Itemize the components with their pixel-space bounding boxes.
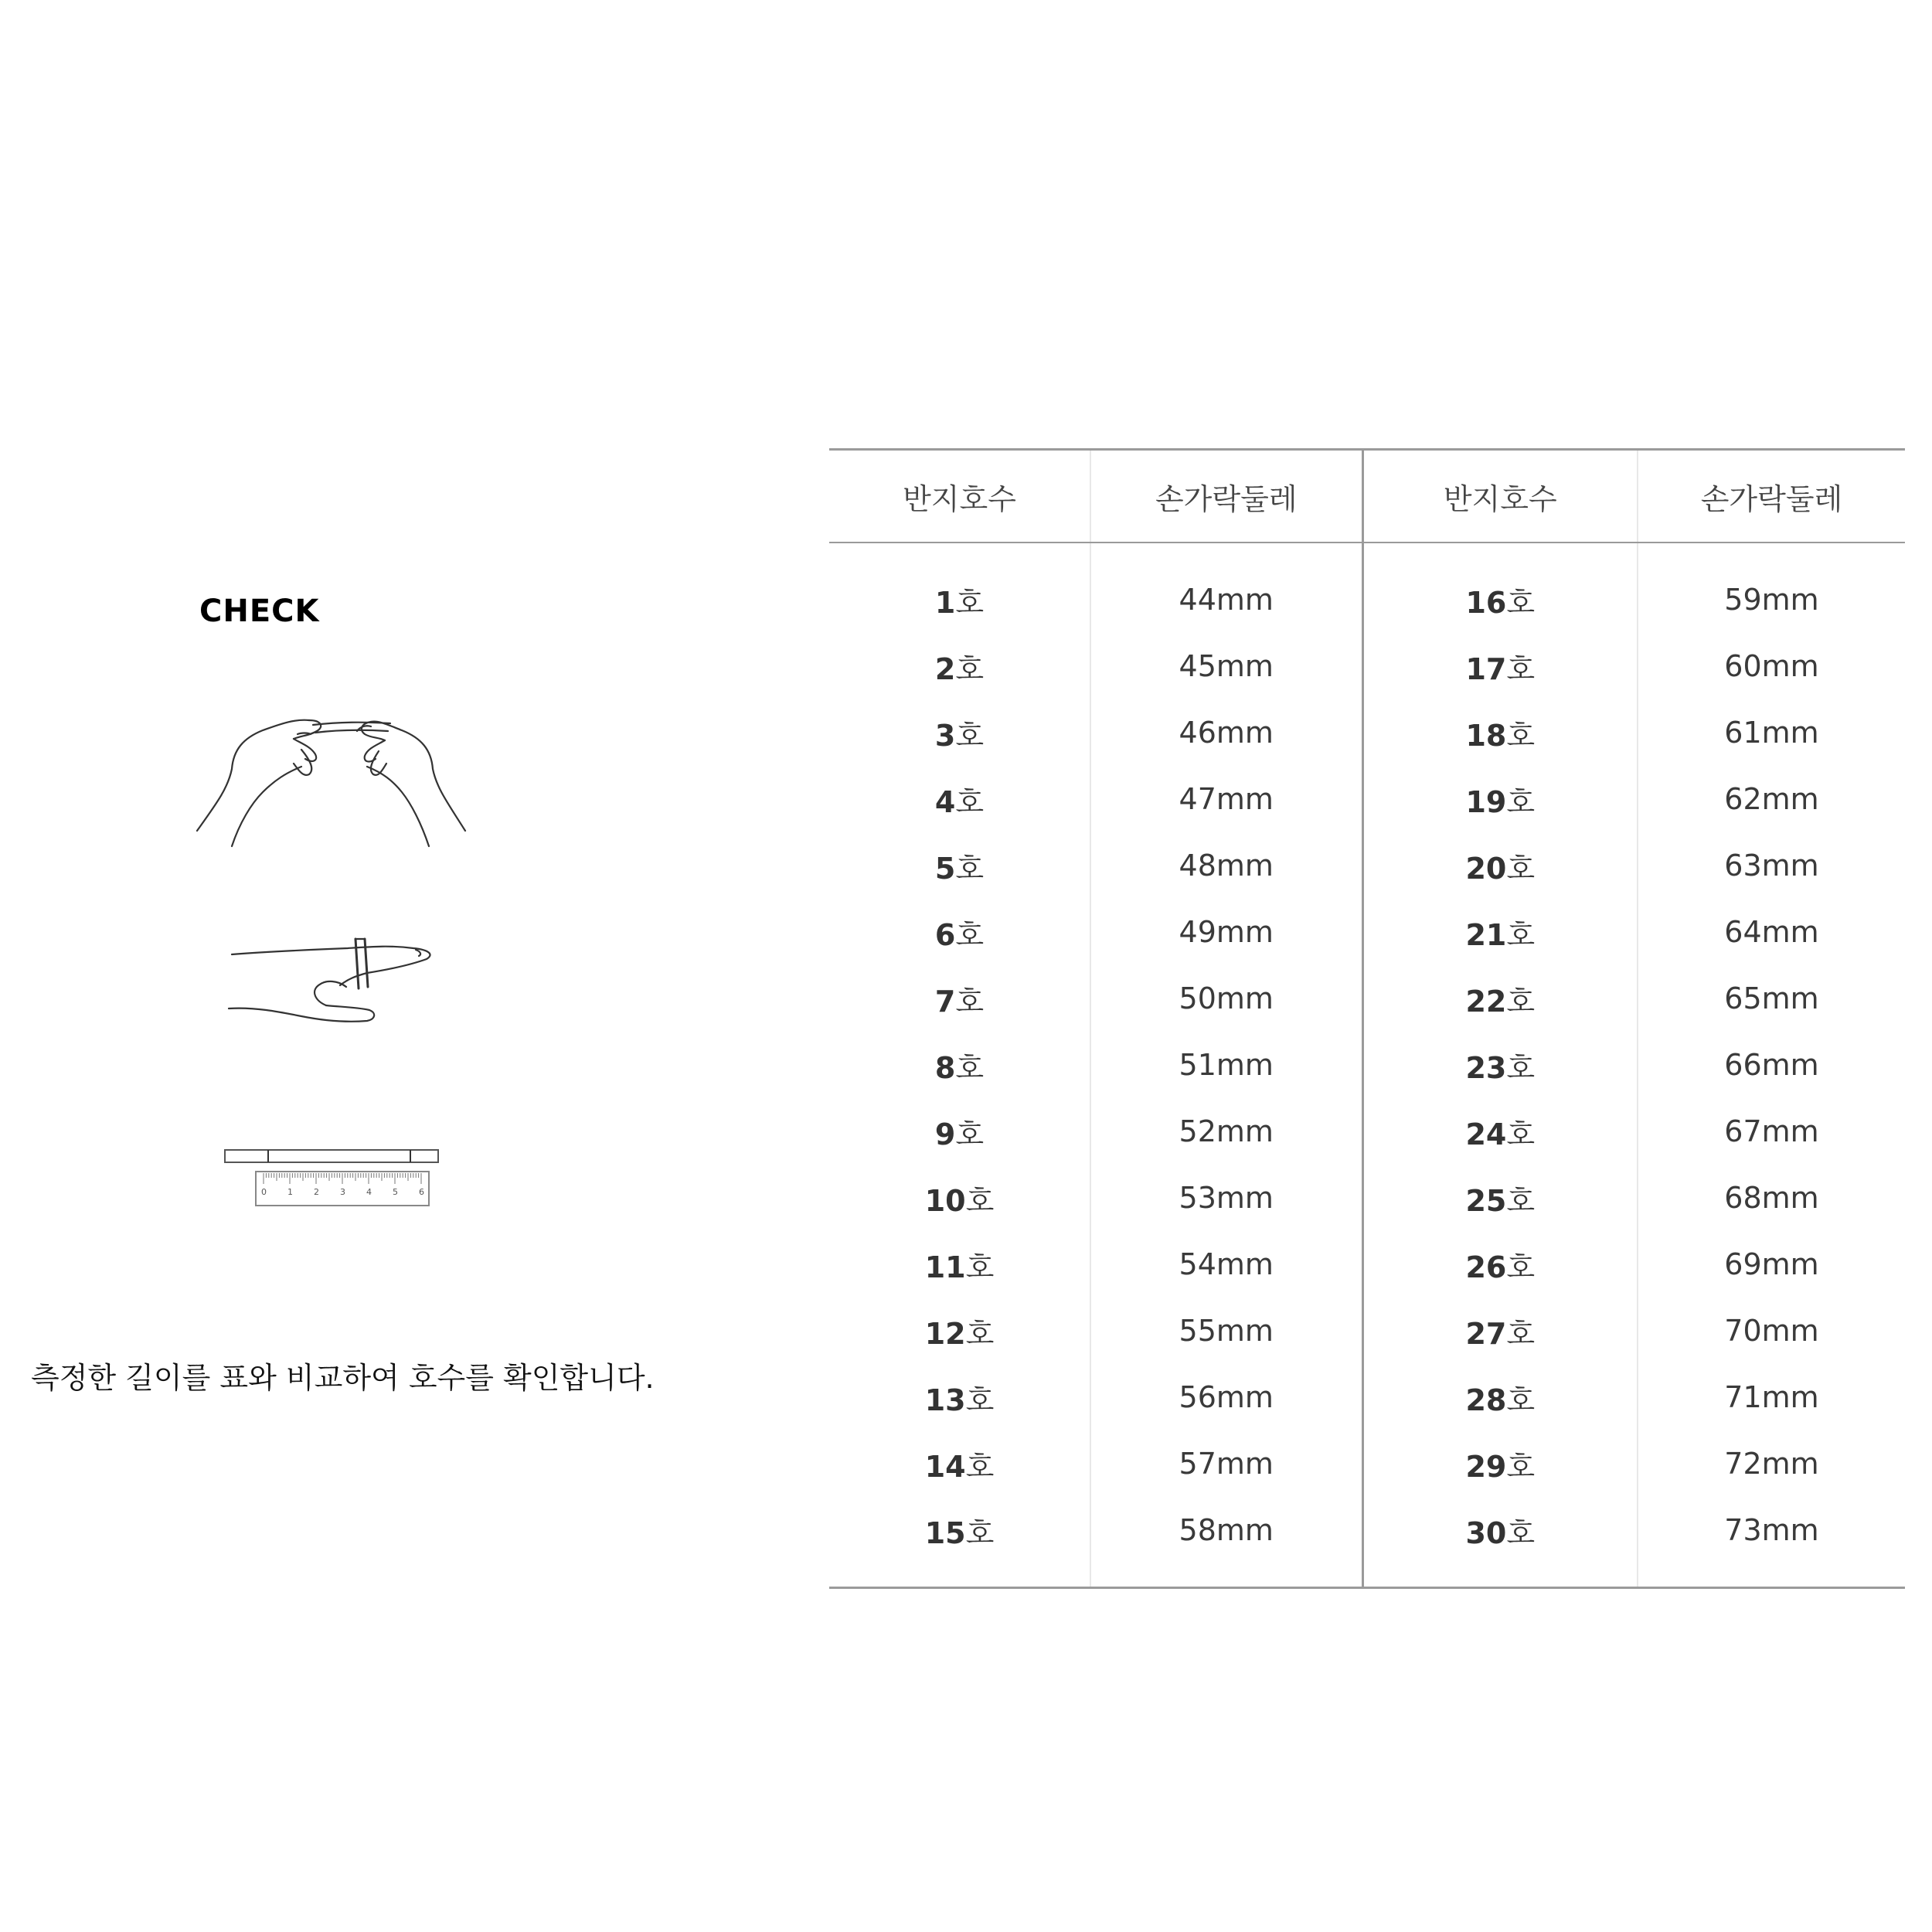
circumference-cell bbox=[1090, 1165, 1362, 1231]
size-suffix: 호 bbox=[1506, 718, 1536, 753]
circumference-value: 64mm bbox=[1724, 915, 1819, 949]
ring-size-cell bbox=[829, 832, 1090, 899]
circumference-cell bbox=[1090, 1497, 1362, 1588]
ring-size-number: 1 bbox=[934, 585, 956, 620]
size-suffix: 호 bbox=[1506, 1183, 1536, 1218]
ring-size-number: 12 bbox=[924, 1316, 966, 1351]
ring-size-cell bbox=[829, 1430, 1090, 1497]
ring-size-cell bbox=[1362, 699, 1638, 766]
ring-size-cell bbox=[829, 965, 1090, 1032]
circumference-cell bbox=[1090, 543, 1362, 633]
ring-size-cell bbox=[829, 899, 1090, 965]
table-row bbox=[829, 1165, 1905, 1231]
ring-size-number: 27 bbox=[1465, 1316, 1507, 1351]
size-suffix: 호 bbox=[955, 917, 985, 952]
ring-size-cell bbox=[1362, 1165, 1638, 1231]
ring-size-number: 10 bbox=[924, 1183, 966, 1218]
ring-size-number: 7 bbox=[934, 984, 956, 1019]
size-suffix: 호 bbox=[955, 851, 985, 886]
ring-size-cell bbox=[829, 1364, 1090, 1430]
ring-size-number: 17 bbox=[1465, 651, 1507, 686]
circumference-value: 65mm bbox=[1724, 981, 1819, 1015]
size-suffix: 호 bbox=[1506, 1383, 1536, 1417]
ring-size-number: 22 bbox=[1465, 984, 1507, 1019]
ring-size-cell bbox=[1362, 965, 1638, 1032]
circumference-value: 66mm bbox=[1724, 1048, 1819, 1082]
size-suffix: 호 bbox=[1506, 784, 1536, 819]
check-title: CHECK bbox=[199, 594, 320, 629]
ring-size-number: 21 bbox=[1465, 917, 1507, 952]
ring-size-cell bbox=[829, 1098, 1090, 1165]
ring-size-cell bbox=[1362, 543, 1638, 633]
ruler-number: 3 bbox=[340, 1187, 345, 1197]
table-row bbox=[829, 699, 1905, 766]
circumference-cell bbox=[1090, 1231, 1362, 1298]
size-suffix: 호 bbox=[955, 1050, 985, 1085]
circumference-value: 71mm bbox=[1724, 1380, 1819, 1414]
size-suffix: 호 bbox=[1506, 1250, 1536, 1284]
ring-size-cell bbox=[1362, 1364, 1638, 1430]
circumference-cell bbox=[1638, 1364, 1905, 1430]
table-row bbox=[829, 899, 1905, 965]
ring-size-number: 3 bbox=[934, 718, 956, 753]
circumference-cell bbox=[1638, 899, 1905, 965]
ring-size-cell bbox=[1362, 1032, 1638, 1098]
circumference-value: 53mm bbox=[1179, 1181, 1274, 1215]
ring-size-cell bbox=[1362, 1497, 1638, 1588]
circumference-cell bbox=[1638, 1497, 1905, 1588]
ring-size-cell bbox=[1362, 766, 1638, 832]
hands-measuring-icon bbox=[185, 696, 479, 850]
ruler-icon bbox=[220, 1144, 444, 1221]
ring-size-number: 15 bbox=[924, 1515, 966, 1550]
ring-size-number: 8 bbox=[934, 1050, 956, 1085]
ruler-number: 1 bbox=[287, 1187, 293, 1197]
ring-size-cell bbox=[829, 1165, 1090, 1231]
size-suffix: 호 bbox=[955, 984, 985, 1019]
table-row bbox=[829, 1364, 1905, 1430]
ring-size-cell bbox=[829, 1231, 1090, 1298]
size-suffix: 호 bbox=[955, 651, 985, 686]
circumference-value: 55mm bbox=[1179, 1314, 1274, 1348]
circumference-value: 54mm bbox=[1179, 1247, 1274, 1281]
ring-size-number: 5 bbox=[934, 851, 956, 886]
circumference-value: 57mm bbox=[1179, 1447, 1274, 1481]
circumference-cell bbox=[1638, 1430, 1905, 1497]
circumference-cell bbox=[1090, 633, 1362, 699]
size-suffix: 호 bbox=[965, 1449, 995, 1484]
circumference-cell bbox=[1090, 965, 1362, 1032]
circumference-value: 68mm bbox=[1724, 1181, 1819, 1215]
circumference-cell bbox=[1090, 766, 1362, 832]
ring-size-number: 2 bbox=[934, 651, 956, 686]
size-suffix: 호 bbox=[965, 1316, 995, 1351]
size-suffix: 호 bbox=[1506, 1316, 1536, 1351]
ring-size-cell bbox=[1362, 1231, 1638, 1298]
size-suffix: 호 bbox=[955, 1117, 985, 1151]
circumference-value: 67mm bbox=[1724, 1114, 1819, 1148]
size-suffix: 호 bbox=[1506, 1515, 1536, 1550]
ring-size-cell bbox=[829, 633, 1090, 699]
circumference-value: 46mm bbox=[1179, 716, 1274, 750]
circumference-value: 50mm bbox=[1179, 981, 1274, 1015]
ring-size-number: 4 bbox=[934, 784, 956, 819]
size-suffix: 호 bbox=[965, 1250, 995, 1284]
circumference-value: 60mm bbox=[1724, 649, 1819, 683]
circumference-cell bbox=[1638, 1098, 1905, 1165]
ring-size-number: 6 bbox=[934, 917, 956, 952]
circumference-cell bbox=[1638, 832, 1905, 899]
circumference-cell bbox=[1638, 1231, 1905, 1298]
size-suffix: 호 bbox=[955, 718, 985, 753]
circumference-value: 56mm bbox=[1179, 1380, 1274, 1414]
ring-size-number: 26 bbox=[1465, 1250, 1507, 1284]
header-finger-circumference-2: 손가락둘레 bbox=[1638, 450, 1905, 543]
ring-size-number: 24 bbox=[1465, 1117, 1507, 1151]
ring-size-number: 23 bbox=[1465, 1050, 1507, 1085]
size-suffix: 호 bbox=[965, 1383, 995, 1417]
ring-size-cell bbox=[829, 1298, 1090, 1364]
table-row bbox=[829, 832, 1905, 899]
table-row bbox=[829, 1497, 1905, 1588]
size-suffix: 호 bbox=[1506, 1050, 1536, 1085]
ring-size-number: 20 bbox=[1465, 851, 1507, 886]
circumference-value: 73mm bbox=[1724, 1513, 1819, 1547]
ruler-number: 2 bbox=[314, 1187, 319, 1197]
circumference-value: 44mm bbox=[1179, 583, 1274, 617]
circumference-cell bbox=[1090, 1430, 1362, 1497]
ring-size-table bbox=[829, 448, 1905, 1589]
size-suffix: 호 bbox=[1506, 651, 1536, 686]
size-suffix: 호 bbox=[1506, 917, 1536, 952]
size-suffix: 호 bbox=[1506, 1117, 1536, 1151]
circumference-cell bbox=[1638, 1165, 1905, 1231]
circumference-value: 62mm bbox=[1724, 782, 1819, 816]
circumference-value: 61mm bbox=[1724, 716, 1819, 750]
ring-size-number: 14 bbox=[924, 1449, 966, 1484]
circumference-value: 52mm bbox=[1179, 1114, 1274, 1148]
size-suffix: 호 bbox=[965, 1183, 995, 1218]
table-row bbox=[829, 766, 1905, 832]
circumference-cell bbox=[1638, 633, 1905, 699]
circumference-value: 72mm bbox=[1724, 1447, 1819, 1481]
ring-size-cell bbox=[829, 699, 1090, 766]
header-finger-circumference: 손가락둘레 bbox=[1090, 450, 1362, 543]
ring-size-cell bbox=[829, 766, 1090, 832]
circumference-cell bbox=[1638, 1298, 1905, 1364]
size-suffix: 호 bbox=[965, 1515, 995, 1550]
circumference-value: 59mm bbox=[1724, 583, 1819, 617]
table-row bbox=[829, 633, 1905, 699]
ruler-number: 5 bbox=[393, 1187, 398, 1197]
circumference-cell bbox=[1090, 1298, 1362, 1364]
ring-size-cell bbox=[1362, 1298, 1638, 1364]
table-body bbox=[829, 543, 1905, 1588]
ring-size-cell bbox=[1362, 633, 1638, 699]
circumference-cell bbox=[1090, 1098, 1362, 1165]
circumference-cell bbox=[1090, 832, 1362, 899]
circumference-cell bbox=[1090, 1364, 1362, 1430]
finger-wrap-icon bbox=[224, 931, 448, 1032]
ring-size-number: 29 bbox=[1465, 1449, 1507, 1484]
circumference-value: 47mm bbox=[1179, 782, 1274, 816]
size-suffix: 호 bbox=[955, 585, 985, 620]
header-ring-size-2: 반지호수 bbox=[1362, 450, 1638, 543]
circumference-value: 51mm bbox=[1179, 1048, 1274, 1082]
ring-size-cell bbox=[1362, 1430, 1638, 1497]
table-row bbox=[829, 965, 1905, 1032]
circumference-cell bbox=[1638, 965, 1905, 1032]
circumference-value: 48mm bbox=[1179, 849, 1274, 883]
circumference-value: 45mm bbox=[1179, 649, 1274, 683]
circumference-value: 69mm bbox=[1724, 1247, 1819, 1281]
size-suffix: 호 bbox=[1506, 585, 1536, 620]
size-suffix: 호 bbox=[1506, 851, 1536, 886]
ring-size-number: 30 bbox=[1465, 1515, 1507, 1550]
ring-size-number: 25 bbox=[1465, 1183, 1507, 1218]
circumference-cell bbox=[1090, 1032, 1362, 1098]
circumference-value: 49mm bbox=[1179, 915, 1274, 949]
circumference-cell bbox=[1090, 899, 1362, 965]
ring-size-cell bbox=[829, 1032, 1090, 1098]
ring-size-cell bbox=[1362, 1098, 1638, 1165]
ring-size-number: 19 bbox=[1465, 784, 1507, 819]
size-suffix: 호 bbox=[1506, 984, 1536, 1019]
table-header-row bbox=[829, 450, 1905, 543]
ring-size-number: 28 bbox=[1465, 1383, 1507, 1417]
circumference-cell bbox=[1638, 766, 1905, 832]
ring-size-number: 11 bbox=[924, 1250, 966, 1284]
circumference-value: 58mm bbox=[1179, 1513, 1274, 1547]
ruler-number: 0 bbox=[261, 1187, 267, 1197]
table-row bbox=[829, 543, 1905, 633]
ring-size-number: 18 bbox=[1465, 718, 1507, 753]
circumference-cell bbox=[1638, 543, 1905, 633]
header-ring-size: 반지호수 bbox=[829, 450, 1090, 543]
caption-text: 측정한 길이를 표와 비교하여 호수를 확인합니다. bbox=[31, 1361, 655, 1395]
ring-size-cell bbox=[1362, 832, 1638, 899]
table-row bbox=[829, 1231, 1905, 1298]
ring-size-cell bbox=[1362, 899, 1638, 965]
circumference-value: 70mm bbox=[1724, 1314, 1819, 1348]
circumference-cell bbox=[1638, 1032, 1905, 1098]
size-suffix: 호 bbox=[955, 784, 985, 819]
ring-size-number: 16 bbox=[1465, 585, 1507, 620]
circumference-cell bbox=[1090, 699, 1362, 766]
table-row bbox=[829, 1430, 1905, 1497]
ruler-number: 4 bbox=[366, 1187, 372, 1197]
ring-size-cell bbox=[829, 543, 1090, 633]
ruler-number: 6 bbox=[419, 1187, 424, 1197]
ring-size-number: 13 bbox=[924, 1383, 966, 1417]
table-row bbox=[829, 1098, 1905, 1165]
ring-size-cell bbox=[829, 1497, 1090, 1588]
circumference-cell bbox=[1638, 699, 1905, 766]
circumference-value: 63mm bbox=[1724, 849, 1819, 883]
table-row bbox=[829, 1032, 1905, 1098]
ring-size-number: 9 bbox=[934, 1117, 956, 1151]
size-suffix: 호 bbox=[1506, 1449, 1536, 1484]
table-row bbox=[829, 1298, 1905, 1364]
